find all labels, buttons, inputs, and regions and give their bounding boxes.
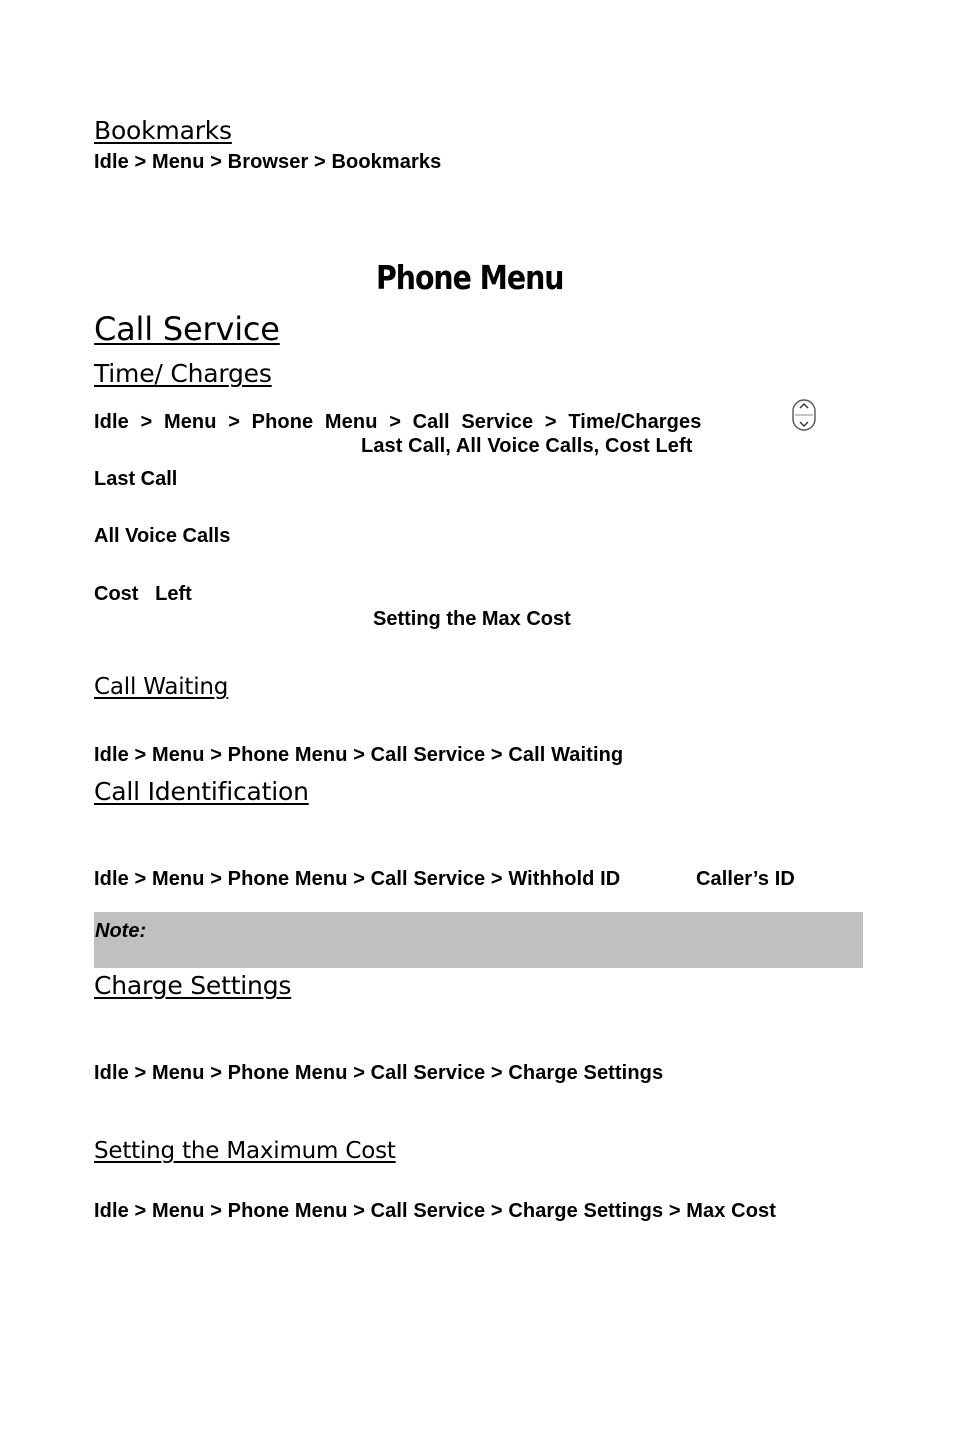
scroll-key-icon [791,399,817,431]
setting-max-cost-reference: Setting the Max Cost [373,608,571,630]
call-identification-menu-path: Idle > Menu > Phone Menu > Call Service > Withhold ID [94,868,621,890]
cost-left-item: Cost Left [94,583,192,605]
max-cost-heading: Setting the Maximum Cost [94,1138,396,1164]
last-call-item: Last Call [94,468,178,490]
note-box [94,912,863,968]
call-service-heading: Call Service [94,310,280,348]
call-identification-heading: Call Identification [94,777,309,806]
phone-menu-title: Phone Menu [376,258,564,297]
bookmarks-menu-path: Idle > Menu > Browser > Bookmarks [94,151,442,173]
all-voice-calls-item: All Voice Calls [94,525,231,547]
time-charges-options: Last Call, All Voice Calls, Cost Left [361,435,693,457]
charge-settings-menu-path: Idle > Menu > Phone Menu > Call Service > Charge Settings [94,1062,664,1084]
max-cost-menu-path: Idle > Menu > Phone Menu > Call Service > Charge Settings > Max Cost [94,1200,776,1222]
time-charges-heading: Time/ Charges [94,359,272,388]
note-label: Note: [95,920,147,942]
bookmarks-heading: Bookmarks [94,116,232,145]
charge-settings-heading: Charge Settings [94,971,292,1000]
call-waiting-heading: Call Waiting [94,674,229,700]
time-charges-menu-path: Idle > Menu > Phone Menu > Call Service > Time/Charges [94,411,702,433]
call-waiting-menu-path: Idle > Menu > Phone Menu > Call Service > Call Waiting [94,744,624,766]
callers-id-option: Caller’s ID [696,868,795,890]
